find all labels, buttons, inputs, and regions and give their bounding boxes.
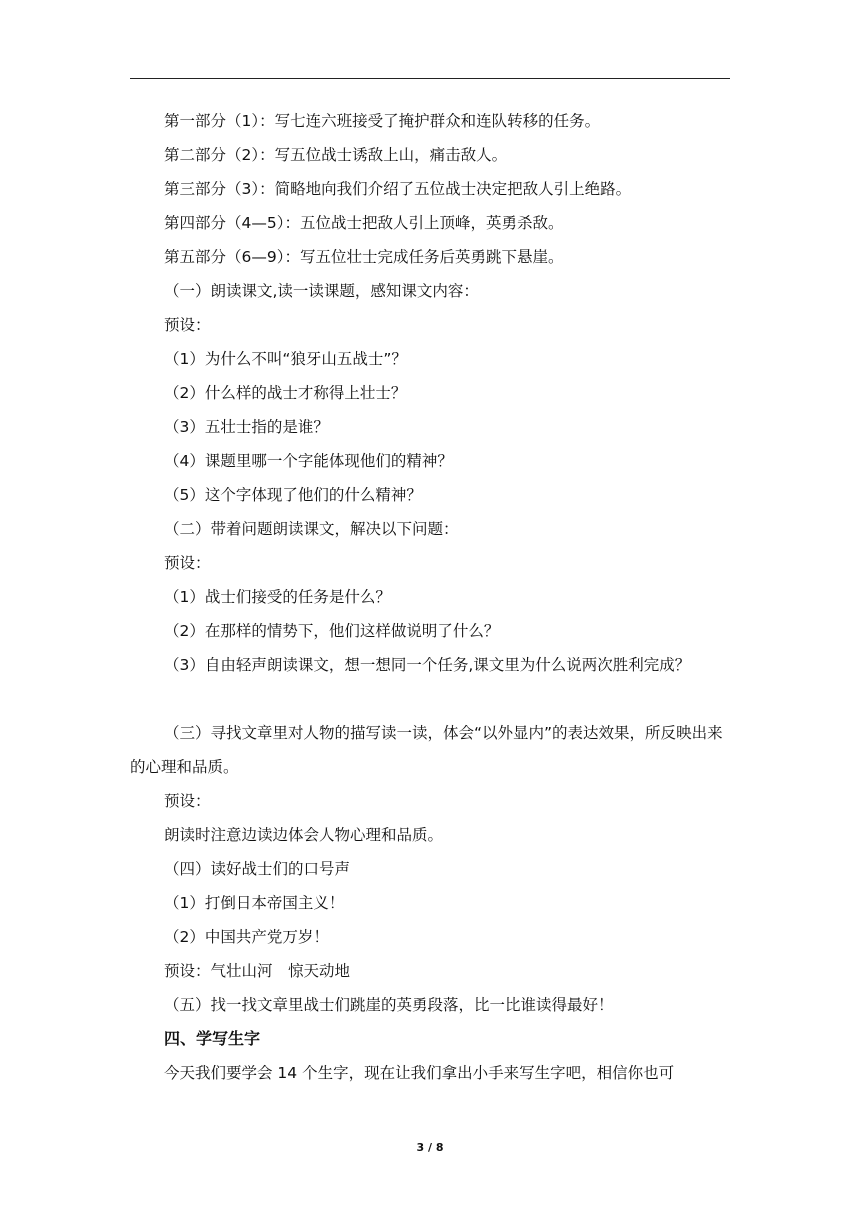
paragraph: 第一部分（1）：写七连六班接受了掩护群众和连队转移的任务。 bbox=[164, 112, 601, 130]
paragraph: 预设：气壮山河 惊天动地 bbox=[164, 962, 351, 980]
paragraph: （四）读好战士们的口号声 bbox=[164, 860, 351, 878]
paragraph: （2）在那样的情势下，他们这样做说明了什么？ bbox=[164, 622, 500, 640]
paragraph: （1）为什么不叫“狼牙山五战士”？ bbox=[164, 350, 407, 368]
paragraph: 今天我们要学会 14 个生字，现在让我们拿出小手来写生字吧，相信你也可 bbox=[164, 1064, 675, 1082]
paragraph: （五）找一找文章里战士们跳崖的英勇段落，比一比谁读得最好！ bbox=[164, 996, 614, 1014]
paragraph: 第四部分（4—5）：五位战士把敌人引上顶峰，英勇杀敌。 bbox=[164, 214, 564, 232]
paragraph: （3）五壮士指的是谁？ bbox=[164, 418, 329, 436]
paragraph: （5）这个字体现了他们的什么精神？ bbox=[164, 486, 422, 504]
paragraph: 朗读时注意边读边体会人物心理和品质。 bbox=[164, 826, 444, 844]
paragraph: （2）什么样的战士才称得上壮士？ bbox=[164, 384, 407, 402]
paragraph: （3）自由轻声朗读课文，想一想同一个任务,课文里为什么说两次胜利完成？ bbox=[164, 656, 691, 674]
paragraph: （2）中国共产党万岁！ bbox=[164, 928, 329, 946]
paragraph: 预设： bbox=[164, 792, 211, 810]
paragraph: 第五部分（6—9）：写五位壮士完成任务后英勇跳下悬崖。 bbox=[164, 248, 564, 266]
paragraph: （二）带着问题朗读课文，解决以下问题： bbox=[164, 520, 459, 538]
page-number: 3 / 8 bbox=[416, 1141, 444, 1154]
paragraph: （1）打倒日本帝国主义！ bbox=[164, 894, 345, 912]
paragraph: 预设： bbox=[164, 316, 211, 334]
header-rule bbox=[130, 78, 730, 79]
paragraph: 预设： bbox=[164, 554, 211, 572]
section-heading: 四、学写生字 bbox=[164, 1029, 261, 1048]
paragraph: 第二部分（2）：写五位战士诱敌上山，痛击敌人。 bbox=[164, 146, 508, 164]
paragraph: （三）寻找文章里对人物的描写读一读，体会“以外显内”的表达效果，所反映出来的心理和品质。 bbox=[130, 724, 723, 776]
paragraph: （1）战士们接受的任务是什么？ bbox=[164, 588, 391, 606]
paragraph: 第三部分（3）：简略地向我们介绍了五位战士决定把敌人引上绝路。 bbox=[164, 180, 632, 198]
paragraph: （4）课题里哪一个字能体现他们的精神？ bbox=[164, 452, 453, 470]
paragraph: （一）朗读课文,读一读课题，感知课文内容： bbox=[164, 282, 479, 300]
